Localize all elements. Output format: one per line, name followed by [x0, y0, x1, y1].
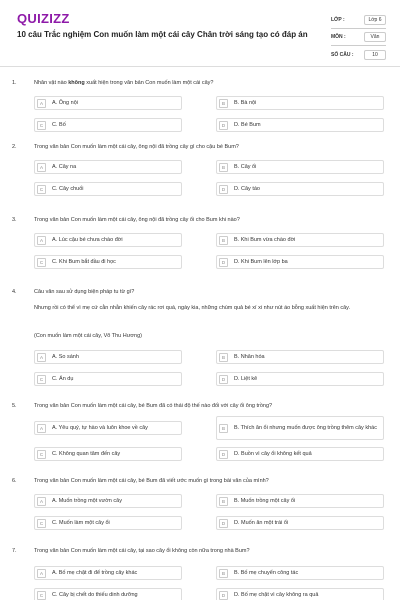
option-letter-box: A: [37, 99, 46, 108]
quizizz-logo: QUIZIZZ: [17, 11, 70, 26]
option-text: C. Ẩn dụ: [52, 376, 74, 382]
option-text: D. Liệt kê: [234, 376, 258, 382]
question-number: 5.: [12, 403, 17, 409]
option-c[interactable]: [34, 447, 182, 461]
option-letter-box: B: [219, 569, 228, 578]
option-a[interactable]: [34, 233, 182, 247]
meta-value: Văn: [364, 32, 386, 42]
question-text-emphasis: không: [68, 80, 85, 86]
option-b[interactable]: [216, 160, 384, 174]
option-letter-box: D: [219, 185, 228, 194]
option-letter-box: D: [219, 591, 228, 600]
option-b[interactable]: [216, 350, 384, 364]
meta-box: [331, 12, 386, 63]
option-a[interactable]: [34, 566, 182, 580]
option-text: B. Muốn trồng một cây ổi: [234, 498, 296, 504]
option-c[interactable]: [34, 182, 182, 196]
option-d[interactable]: [216, 255, 384, 269]
option-letter-box: B: [219, 163, 228, 172]
option-text: B. Cây ổi: [234, 164, 257, 170]
option-a[interactable]: [34, 421, 182, 435]
option-text: D. Khi Bum lên lớp ba: [234, 259, 288, 265]
question-text: Trong văn bản Con muốn làm một cái cây, bé Bum đã có thái độ thế nào đối với cây ổi ông trồng?: [34, 403, 273, 409]
option-text: B. Khi Bum vừa chào đời: [234, 237, 296, 243]
option-letter-box: C: [37, 121, 46, 130]
header-divider: [0, 66, 400, 67]
option-text: B. Bố mẹ chuyển công tác: [234, 570, 299, 576]
option-a[interactable]: [34, 350, 182, 364]
option-letter-box: A: [37, 236, 46, 245]
option-b[interactable]: [216, 494, 384, 508]
meta-row-grade: [331, 12, 386, 29]
question-text: Trong văn bản Con muốn làm một cái cây, tại sao cây ổi không còn nữa trong nhà Bum?: [34, 548, 250, 554]
option-letter-box: B: [219, 99, 228, 108]
meta-row-count: [331, 46, 386, 63]
option-d[interactable]: [216, 182, 384, 196]
option-text: D. Cây táo: [234, 186, 260, 192]
option-text: C. Muốn làm một cây ổi: [52, 520, 110, 526]
option-c[interactable]: [34, 588, 182, 600]
option-letter-box: D: [219, 450, 228, 459]
option-letter-box: A: [37, 497, 46, 506]
quote-source: (Con muốn làm một cái cây, Võ Thu Hương): [34, 333, 142, 339]
question-number: 6.: [12, 478, 17, 484]
option-c[interactable]: [34, 516, 182, 530]
option-b[interactable]: [216, 233, 384, 247]
question-text: Trong văn bản Con muốn làm một cái cây, ông nội đã trồng cây gì cho cậu bé Bum?: [34, 144, 239, 150]
option-c[interactable]: [34, 372, 182, 386]
option-letter-box: B: [219, 497, 228, 506]
option-text: B. Nhân hóa: [234, 354, 265, 360]
option-d[interactable]: [216, 118, 384, 132]
option-text: C. Bố: [52, 122, 66, 128]
option-letter-box: B: [219, 236, 228, 245]
option-text: B. Bà nội: [234, 100, 257, 106]
meta-key: SỐ CÂU :: [331, 51, 354, 58]
question-text-pre: Nhân vật nào: [34, 80, 69, 86]
option-c[interactable]: [34, 255, 182, 269]
option-text: A. So sánh: [52, 354, 79, 360]
question-text: Trong văn bản Con muốn làm một cái cây, ông nội đã trồng cây ổi cho Bum khi nào?: [34, 217, 240, 223]
option-text: A. Cây na: [52, 164, 77, 170]
option-text: C. Cây chuối: [52, 186, 84, 192]
question-number: 2.: [12, 144, 17, 150]
option-letter-box: B: [219, 353, 228, 362]
meta-value: Lớp 6: [364, 15, 386, 25]
option-text: D. Bố mẹ chặt vì cây không ra quả: [234, 592, 319, 598]
meta-key: MÔN :: [331, 34, 346, 40]
option-b[interactable]: [216, 96, 384, 110]
question-quote: Nhưng rồi có thể vì mẹ cứ cằn nhằn khiến cây rác rơi quá, ngày kia, những chùm quả bé xí xi như nút áo bỗng xuất hiện trên cây.: [34, 305, 351, 311]
option-letter-box: C: [37, 185, 46, 194]
option-letter-box: A: [37, 569, 46, 578]
option-b[interactable]: [216, 566, 384, 580]
question-number: 3.: [12, 217, 17, 223]
option-text: A. Muốn trồng một vườn cây: [52, 498, 122, 504]
question-number: 7.: [12, 548, 17, 554]
option-text: C. Không quan tâm đến cây: [52, 451, 121, 457]
option-a[interactable]: [34, 494, 182, 508]
option-text: A. Bố mẹ chặt đi để trồng cây khác: [52, 570, 138, 576]
question-text: [34, 80, 384, 87]
option-letter-box: C: [37, 519, 46, 528]
option-text: D. Buồn vì cây ổi không kết quả: [234, 451, 312, 457]
question-number: 1.: [12, 80, 17, 86]
option-letter-box: C: [37, 258, 46, 267]
option-letter-box: A: [37, 424, 46, 433]
question-text: Câu văn sau sử dụng biện pháp tu từ gì?: [34, 289, 135, 295]
option-letter-box: D: [219, 121, 228, 130]
option-c[interactable]: [34, 118, 182, 132]
option-d[interactable]: [216, 588, 384, 600]
worksheet-header: [0, 0, 400, 68]
option-a[interactable]: [34, 160, 182, 174]
meta-value: 10: [364, 50, 386, 60]
option-text: B. Thích ăn ổi nhưng muốn được ông trồng thêm cây khác: [234, 425, 377, 431]
question-text-post: xuất hiện trong văn bản Con muốn làm một cái cây?: [84, 80, 214, 86]
option-d[interactable]: [216, 516, 384, 530]
option-letter-box: D: [219, 519, 228, 528]
option-letter-box: B: [219, 424, 228, 433]
option-d[interactable]: [216, 372, 384, 386]
option-text: A. Lúc cậu bé chưa chào đời: [52, 237, 123, 243]
option-letter-box: D: [219, 375, 228, 384]
option-d[interactable]: [216, 447, 384, 461]
option-letter-box: C: [37, 450, 46, 459]
option-letter-box: A: [37, 163, 46, 172]
page-title: 10 câu Trắc nghiệm Con muốn làm một cái cây Chân trời sáng tạo có đáp án: [17, 30, 308, 39]
option-b[interactable]: [216, 416, 384, 440]
option-a[interactable]: [34, 96, 182, 110]
meta-key: LỚP :: [331, 17, 345, 23]
option-text: C. Khi Bum bắt đầu đi học: [52, 259, 116, 265]
option-text: D. Bé Bum: [234, 122, 261, 128]
question-text: Trong văn bản Con muốn làm một cái cây, bé Bum đã viết ước muốn gì trong bài văn của mình?: [34, 478, 269, 484]
meta-row-subject: [331, 29, 386, 46]
option-text: D. Muốn ăn một trái ổi: [234, 520, 289, 526]
option-text: A. Ông nội: [52, 100, 78, 106]
option-text: C. Cây bị chết do thiếu dinh dưỡng: [52, 592, 138, 598]
option-letter-box: A: [37, 353, 46, 362]
option-letter-box: C: [37, 375, 46, 384]
option-letter-box: D: [219, 258, 228, 267]
question-number: 4.: [12, 289, 17, 295]
option-letter-box: C: [37, 591, 46, 600]
option-text: A. Yêu quý, tự hào và luôn khoe về cây: [52, 425, 148, 431]
